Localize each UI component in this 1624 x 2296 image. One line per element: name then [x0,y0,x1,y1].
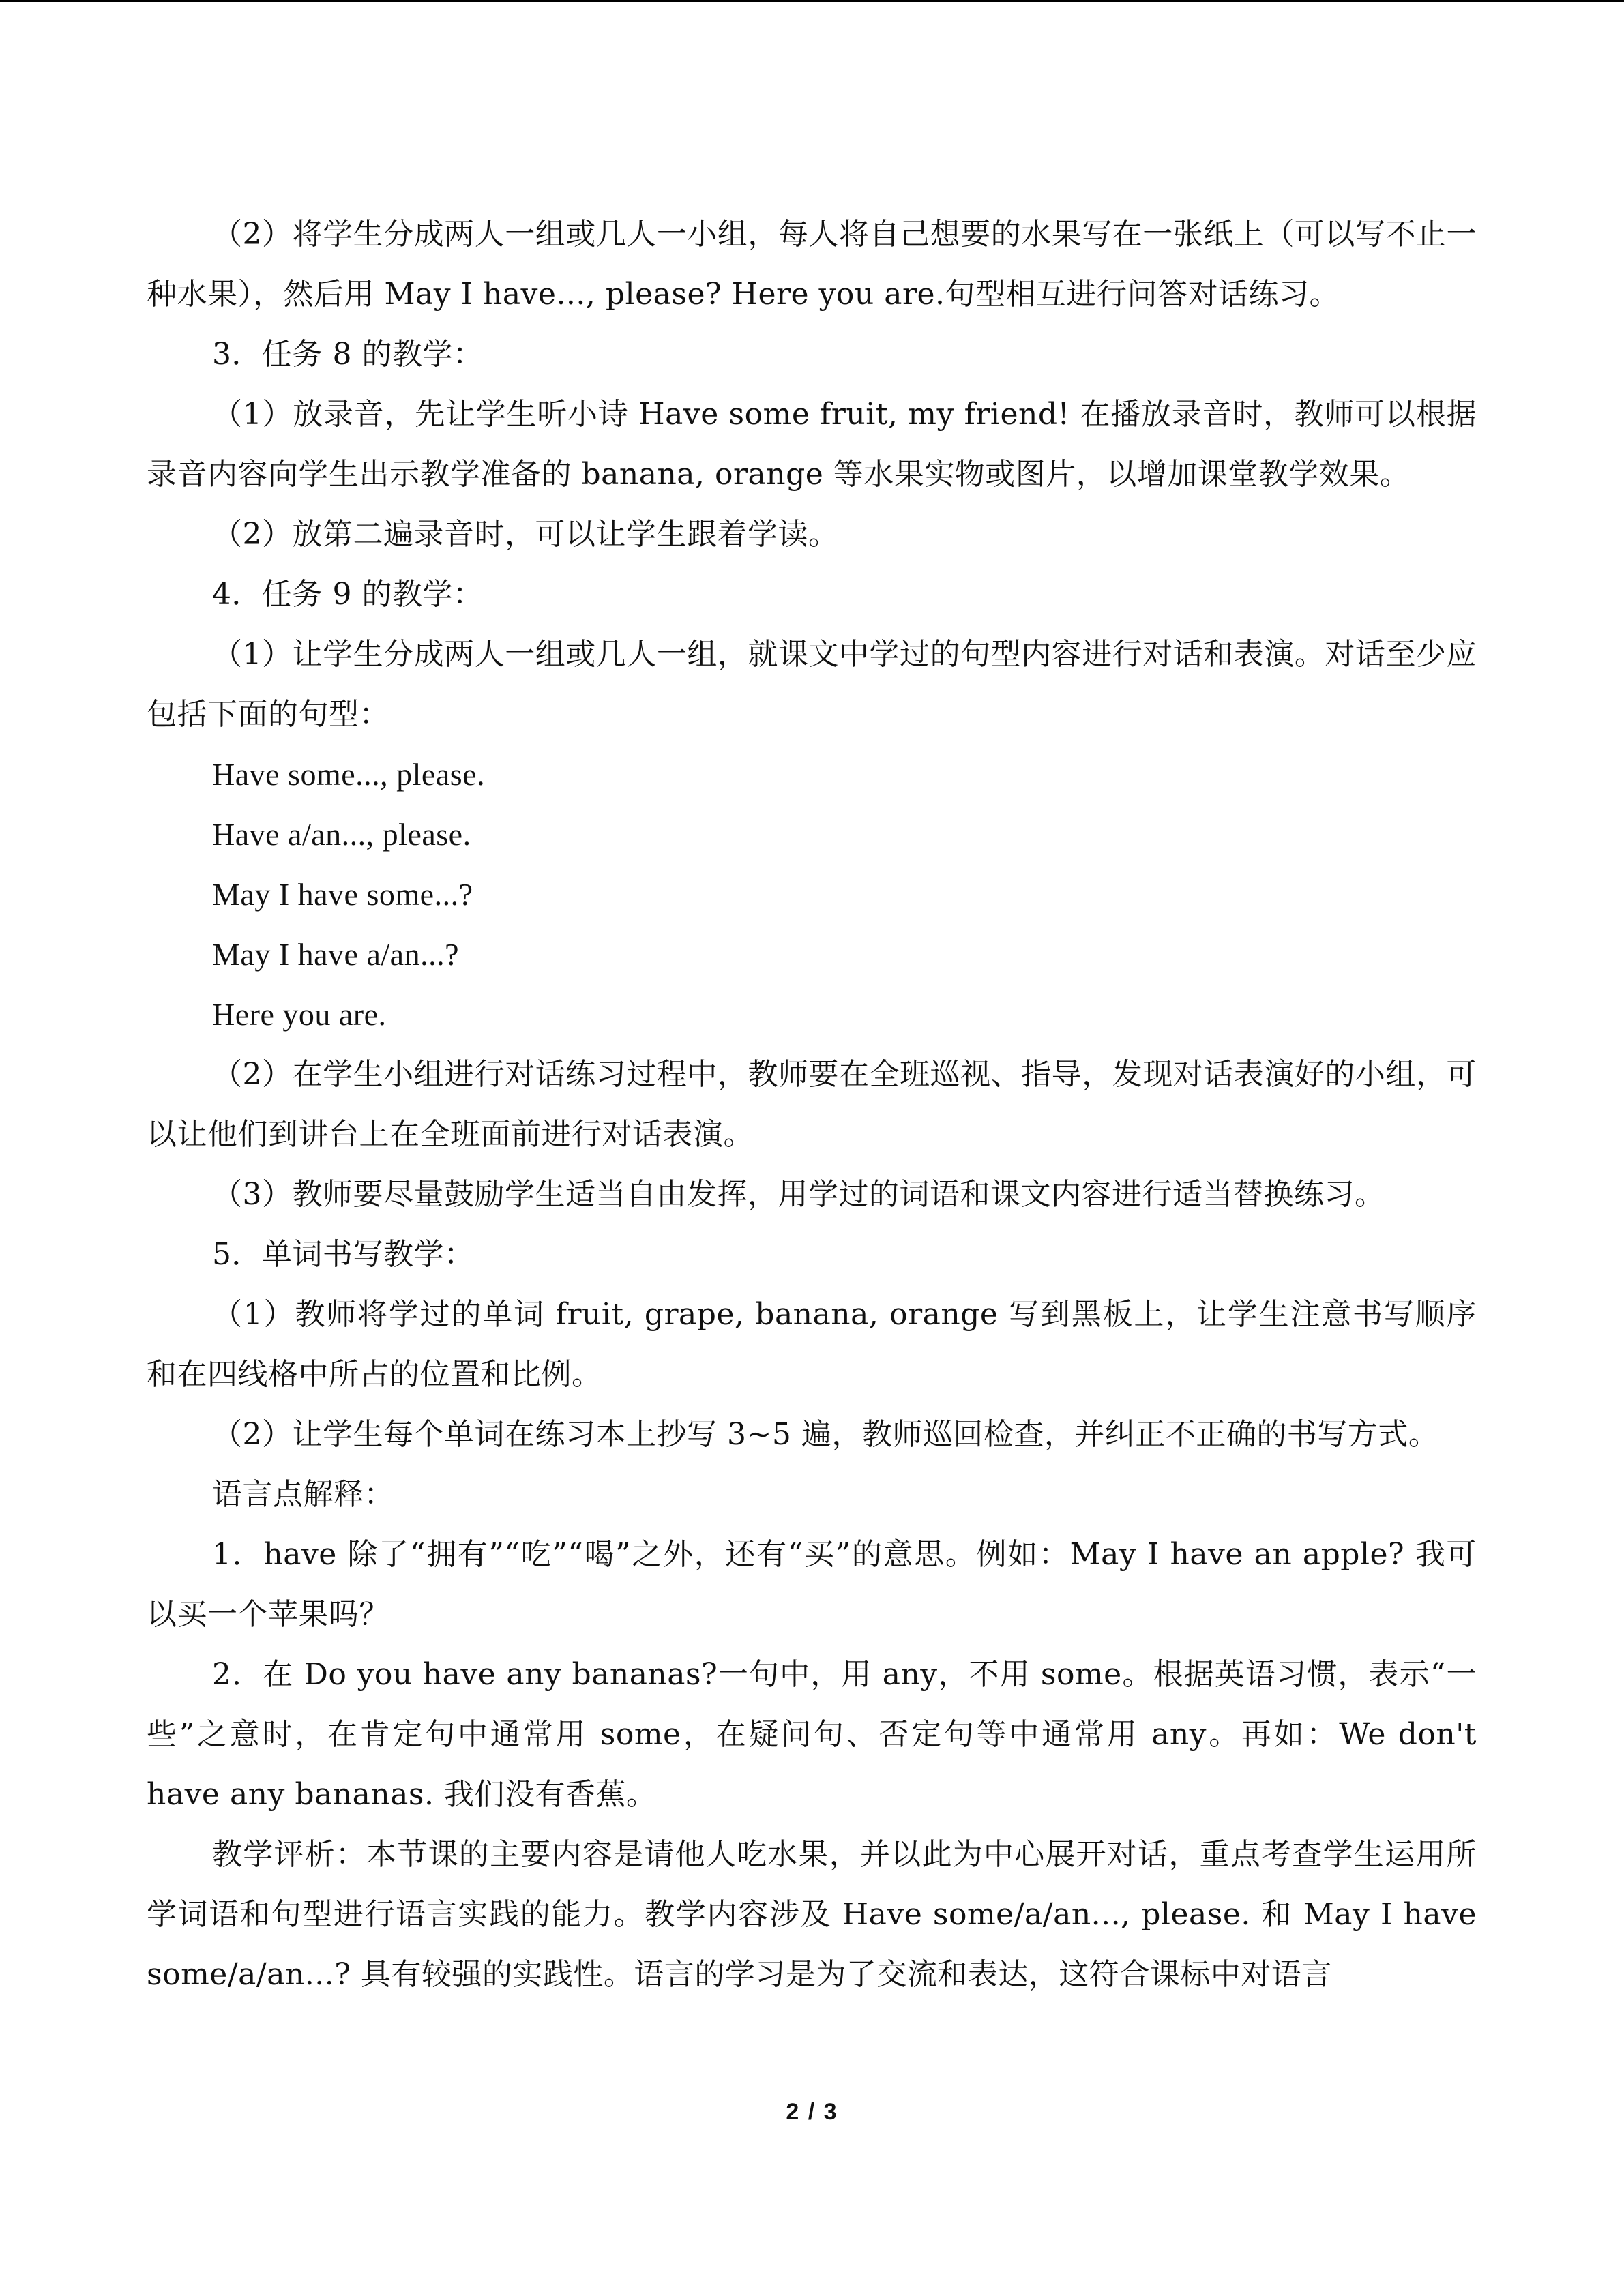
paragraph-task8-step2: （2）放第二遍录音时，可以让学生跟着学读。 [212,517,839,552]
heading-word-writing: 5．单词书写教学： [212,1237,475,1272]
paragraph-teaching-evaluation: 教学评析：本节课的主要内容是请他人吃水果，并以此为中心展开对话，重点考查学生运用所学词语和句型进行语言实践的能力。教学内容涉及 Have some/a/an..., please. 和 May I have some/a/an...? 具有较强的实践性。语言的学习是为了交流和表达，这符合课标中对语言 [147,1837,1477,1992]
sentence-pattern: May I have a/an...? [212,937,460,972]
paragraph-task7-step2: （2）将学生分成两人一组或几人一小组，每人将自己想要的水果写在一张纸上（可以写不止一种水果），然后用 May I have..., please? Here you are.句型相互进行问答对话练习。 [147,217,1477,312]
heading-task9: 4．任务 9 的教学： [212,577,484,612]
sentence-pattern: Have some..., please. [212,757,486,792]
sentence-pattern: Here you are. [212,997,387,1032]
paragraph-task9-step3: （3）教师要尽量鼓励学生适当自由发挥，用学过的词语和课文内容进行适当替换练习。 [212,1177,1385,1212]
heading-task8: 3．任务 8 的教学： [212,337,484,372]
document-body [147,205,1477,2005]
page-number: 2 / 3 [786,2099,838,2125]
paragraph-task9-step1: （1）让学生分成两人一组或几人一组，就课文中学过的句型内容进行对话和表演。对话至少应包括下面的句型： [147,637,1477,732]
paragraph-language-point-2: 2．在 Do you have any bananas?一句中，用 any，不用 some。根据英语习惯，表示“一些”之意时，在肯定句中通常用 some，在疑问句、否定句等中通常用 any。再如：We don't have any bananas. 我们没有香蕉。 [147,1657,1477,1812]
top-border-line [0,0,1624,2]
heading-language-points: 语言点解释： [212,1477,394,1512]
sentence-pattern: May I have some...? [212,877,473,912]
sentence-pattern: Have a/an..., please. [212,817,471,852]
paragraph-writing-step1: （1）教师将学过的单词 fruit, grape, banana, orange 写到黑板上，让学生注意书写顺序和在四线格中所占的位置和比例。 [147,1297,1477,1392]
paragraph-writing-step2: （2）让学生每个单词在练习本上抄写 3~5 遍，教师巡回检查，并纠正不正确的书写方式。 [212,1417,1439,1452]
paragraph-task8-step1: （1）放录音，先让学生听小诗 Have some fruit, my friend! 在播放录音时，教师可以根据录音内容向学生出示教学准备的 banana, orange 等水果实物或图片，以增加课堂教学效果。 [147,397,1477,492]
paragraph-language-point-1: 1．have 除了“拥有”“吃”“喝”之外，还有“买”的意思。例如：May I have an apple? 我可以买一个苹果吗？ [147,1537,1477,1632]
paragraph-task9-step2: （2）在学生小组进行对话练习过程中，教师要在全班巡视、指导，发现对话表演好的小组，可以让他们到讲台上在全班面前进行对话表演。 [147,1057,1477,1152]
